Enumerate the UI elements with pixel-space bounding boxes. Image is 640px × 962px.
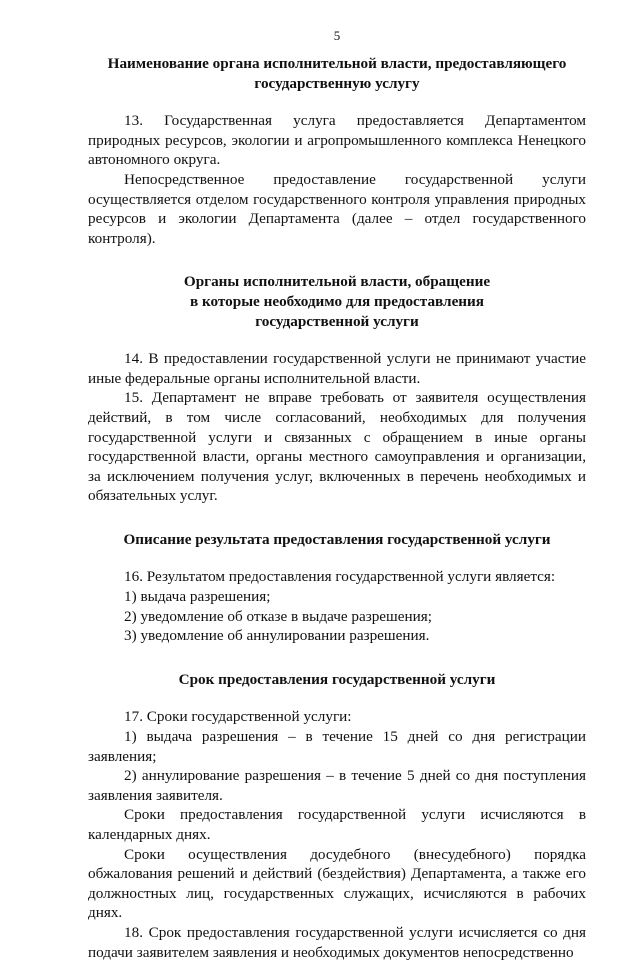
list-item: 3) уведомление об аннулировании разрешения. (124, 627, 430, 645)
section-other-bodies (88, 272, 586, 506)
section-heading: Наименование органа исполнительной власти, предоставляющего государственную услугу (107, 55, 567, 92)
paragraph: 13. Государственная услуга предоставляется Департаментом природных ресурсов, экологии и агропромышленного комплекса Ненецкого автономного округа. (88, 112, 586, 169)
paragraph: 15. Департамент не вправе требовать от заявителя осуществления действий, в том числе согласований, необходимых для получения государственной услуги и связанных с обращением в иные органы государственной власти, органы местного самоуправления и организации, за исключением получения услуг, включенных в перечень необходимых и обязательных услуг. (88, 389, 586, 505)
section-heading: Органы исполнительной власти, обращение в которые необходимо для предоставления государственной услуги (183, 273, 491, 330)
paragraph: Сроки предоставления государственной услуги исчисляются в календарных днях. (88, 806, 586, 843)
paragraph: 18. Срок предоставления государственной услуги исчисляется со дня подачи заявителем заявления и необходимых документов непосредственно (88, 923, 586, 961)
page-number: 5 (333, 28, 341, 43)
section-result (88, 530, 586, 646)
paragraph: 17. Сроки государственной услуги: (124, 708, 352, 726)
paragraph: 14. В предоставлении государственной услуги не принимают участие иные федеральные органы исполнительной власти. (88, 350, 586, 387)
section-term (88, 670, 586, 962)
paragraph: 16. Результатом предоставления государственной услуги является: (124, 568, 556, 586)
section-heading: Срок предоставления государственной услуги (178, 670, 496, 688)
paragraph: Сроки осуществления досудебного (внесудебного) порядка обжалования решений и действий (бездействия) Департамента, а также его должностных лиц, государственных служащих, исчисляются в рабочих днях. (88, 845, 586, 922)
list-item: 2) уведомление об отказе в выдаче разрешения; (124, 607, 432, 625)
list-item: 2) аннулирование разрешения – в течение 5 дней со дня поступления заявления заявителя. (88, 767, 586, 804)
paragraph: Непосредственное предоставление государственной услуги осуществляется отделом государственного контроля управления природных ресурсов и экологии Департамента (далее – отдел государственного контроля). (88, 170, 586, 247)
section-heading: Описание результата предоставления государственной услуги (123, 530, 551, 548)
list-item: 1) выдача разрешения; (124, 588, 271, 606)
section-authority (88, 54, 586, 248)
list-item: 1) выдача разрешения – в течение 15 дней со дня регистрации заявления; (88, 728, 586, 765)
